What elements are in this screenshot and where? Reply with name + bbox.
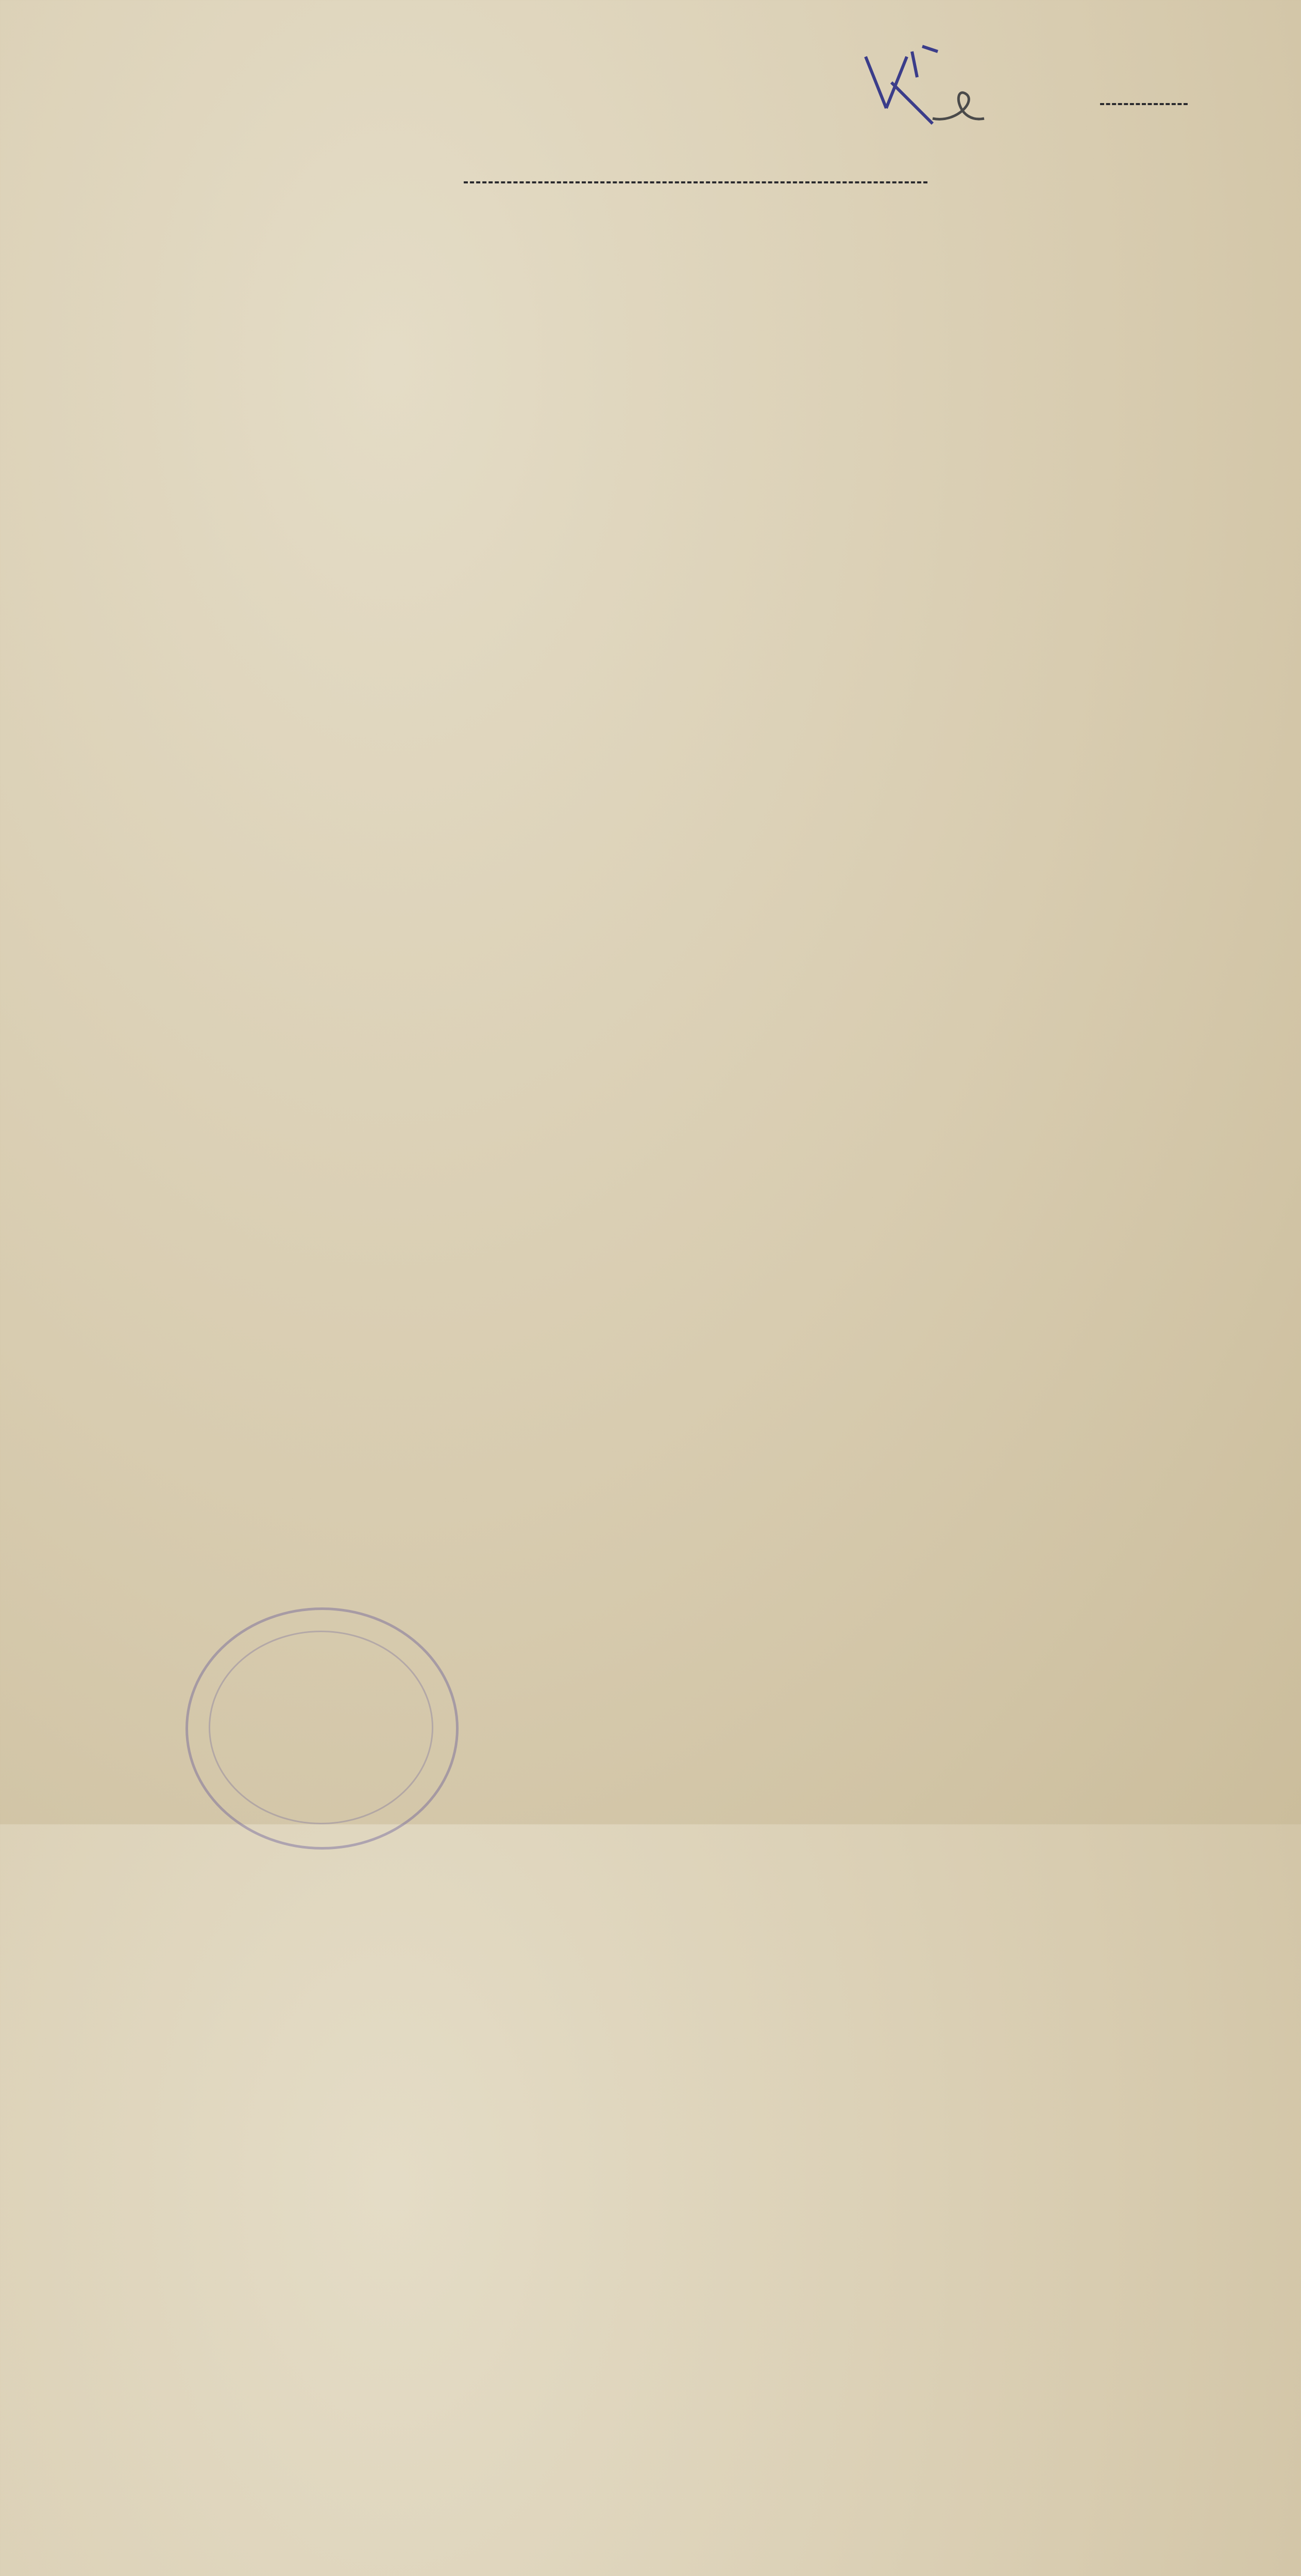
- document-body: [77, 216, 1273, 2576]
- body-line: [77, 470, 1273, 521]
- body-line: [77, 1536, 1273, 1587]
- body-line: [77, 622, 1273, 673]
- body-line: [77, 1840, 1273, 1891]
- body-line: [77, 318, 1273, 369]
- copy-underline: [1100, 103, 1188, 105]
- body-line: [77, 2449, 1273, 2500]
- body-line: [77, 775, 1273, 826]
- body-line: [77, 2145, 1273, 2196]
- pencil-annotation-marks: [855, 21, 1082, 134]
- body-line: [77, 1231, 1273, 1282]
- body-line: [77, 1079, 1273, 1130]
- round-stamp-inner-ring: [209, 1631, 433, 1824]
- round-stamp: [185, 1607, 459, 1850]
- title-underline: [464, 181, 927, 183]
- body-line: [77, 927, 1273, 978]
- body-line: [77, 1384, 1273, 1435]
- body-line: [77, 1993, 1273, 2044]
- body-line: [77, 2297, 1273, 2348]
